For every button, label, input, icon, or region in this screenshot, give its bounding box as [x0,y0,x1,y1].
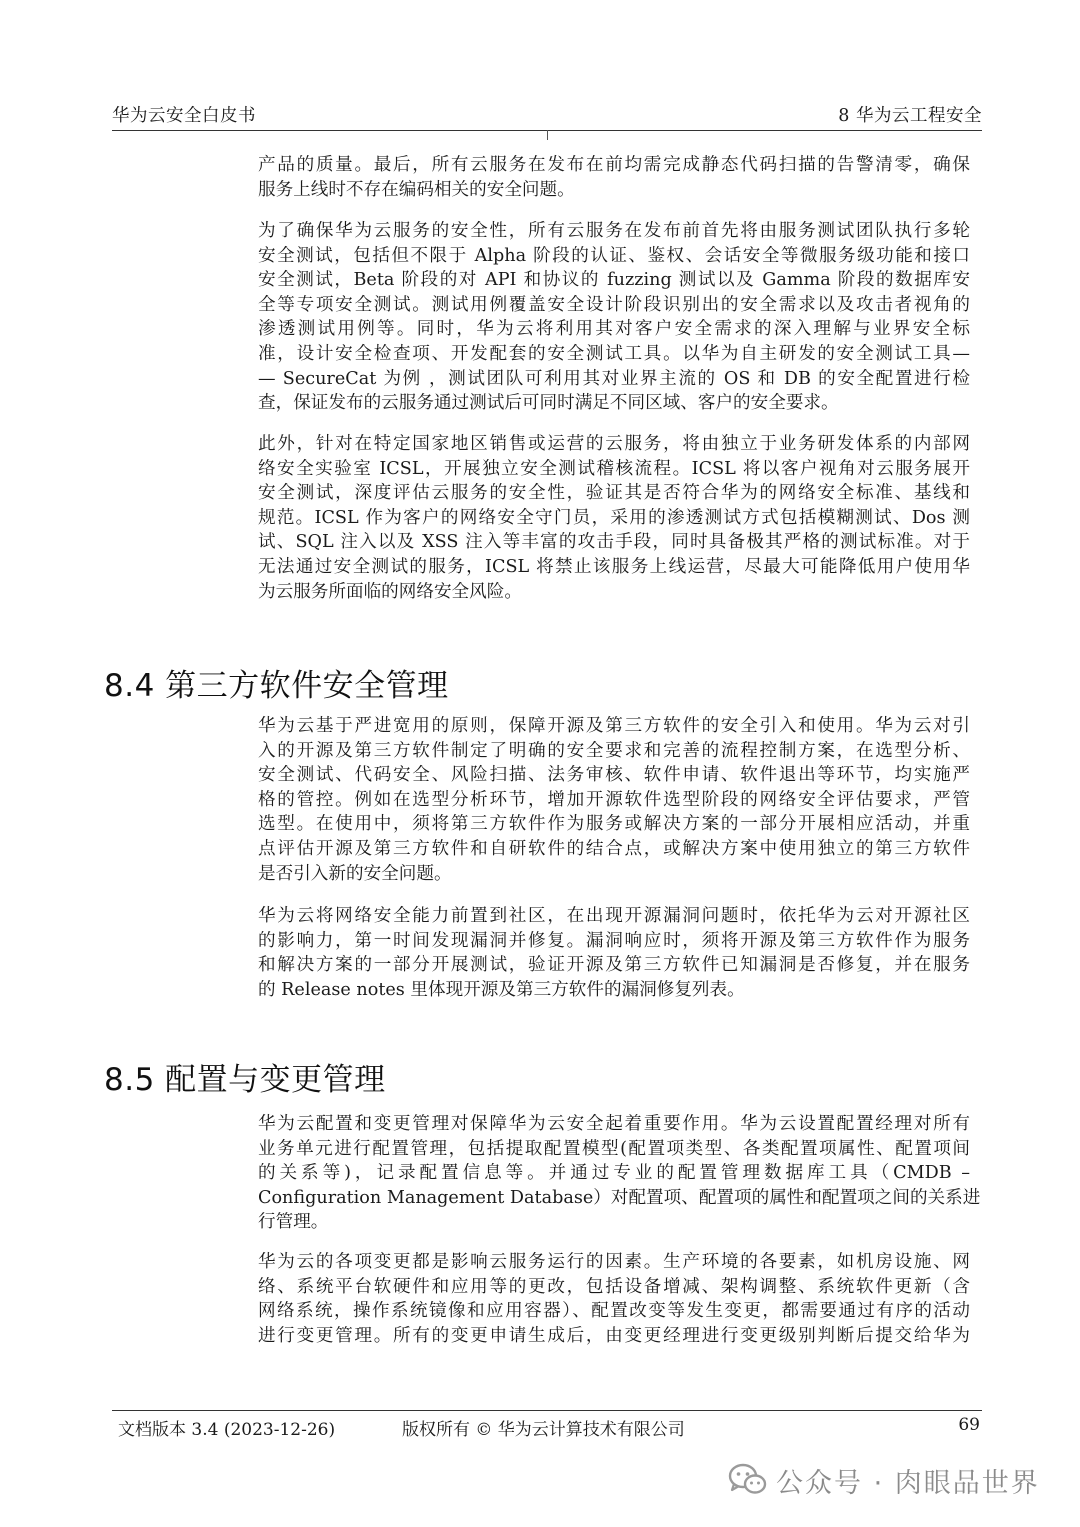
text-line: 进行变更管理。所有的变更申请生成后，由变更经理进行变更级别判断后提交给华为 [258,1325,970,1346]
paragraph-text [258,432,970,604]
paragraph-intro-continuation [258,153,970,202]
paragraph-text [258,714,970,886]
text-line: 选型。在使用中，须将第三方软件作为服务或解决方案的一部分开展相应活动，并重 [258,814,970,835]
text-line: 为了确保华为云服务的安全性，所有云服务在发布前首先将由服务测试团队执行多轮 [258,221,970,241]
paragraph-text [258,219,970,416]
paragraph-text [258,1250,970,1348]
paragraph-configuration-management [258,1112,981,1235]
text-line: 格的管控。例如在选型分析环节，增加开源软件选型阶段的网络安全评估要求，严管 [258,789,970,810]
text-line: — SecureCat 为例 ，测试团队可利用其对业界主流的 OS 和 DB 的安全配置进行检 [258,368,970,389]
text-line: 点评估开源及第三方软件和自研软件的结合点，或解决方案中使用独立的第三方软件 [258,838,970,859]
section-heading-8-4: 8.4 第三方软件安全管理 [104,668,449,704]
text-line: 全等专项安全测试。测试用例覆盖安全设计阶段识别出的安全需求以及攻击者视角的 [258,294,970,315]
text-line: 准，设计安全检查项、开发配套的安全测试工具。以华为自主研发的安全测试工具— [258,343,970,364]
wechat-icon [728,1463,768,1497]
paragraph-icsl [258,432,970,604]
text-line: 此外，针对在特定国家地区销售或运营的云服务，将由独立于业务研发体系的内部网 [258,434,970,454]
text-line: 华为云基于严进宽用的原则，保障开源及第三方软件的安全引入和使用。华为云对引 [258,716,970,736]
text-line: 规范。ICSL 作为客户的网络安全守门员，采用的渗透测试方式包括模糊测试、Dos 测 [258,507,970,528]
text-line: 的关系等)，记录配置信息等。并通过专业的配置管理数据库工具（CMDB – [258,1163,970,1184]
text-line: 的 Release notes 里体现开源及第三方软件的漏洞修复列表。 [258,979,745,1000]
text-line: 服务上线时不存在编码相关的安全问题。 [258,179,575,200]
text-line: 华为云的各项变更都是影响云服务运行的因素。生产环境的各要素，如机房设施、网 [258,1252,970,1272]
text-line: 安全测试，深度评估云服务的安全性，验证其是否符合华为的网络安全标准、基线和 [258,483,970,504]
header-divider-tick [547,130,548,140]
text-line: 华为云将网络安全能力前置到社区，在出现开源漏洞问题时，依托华为云对开源社区 [258,906,970,926]
text-line: 安全测试，Beta 阶段的对 API 和协议的 fuzzing 测试以及 Gamma 阶段的数据库安 [258,270,970,291]
text-line: 安全测试，包括但不限于 Alpha 阶段的认证、鉴权、会话安全等微服务级功能和接口 [258,245,970,266]
text-line: 网络系统，操作系统镜像和应用容器）、配置改变等发生变更，都需要通过有序的活动 [258,1301,970,1322]
text-line: 渗透测试用例等。同时，华为云将利用其对客户安全需求的深入理解与业界安全标 [258,319,970,340]
footer-page-number: 69 [958,1415,980,1435]
header-chapter-title: 8 华为云工程安全 [838,106,982,126]
text-line: 华为云配置和变更管理对保障华为云安全起着重要作用。华为云设置配置经理对所有 [258,1114,970,1134]
text-line: 为云服务所面临的网络安全风险。 [258,581,522,602]
page-header [112,104,982,131]
paragraph-text [258,904,970,1002]
paragraph-open-source-community [258,904,970,1002]
text-line: 无法通过安全测试的服务，ICSL 将禁止该服务上线运营，尽最大可能降低用户使用华 [258,556,970,577]
watermark [728,1458,1040,1502]
text-line: Configuration Management Database）对配置项、配置项的属性和配置项之间的关系进 [258,1187,981,1208]
text-line: 和解决方案的一部分开展测试，验证开源及第三方软件已知漏洞是否修复，并在服务 [258,955,970,976]
text-line: 试、SQL 注入以及 XSS 注入等丰富的攻击手段，同时具备极其严格的测试标准。对于 [258,532,970,553]
paragraph-change-management [258,1250,970,1348]
footer-copyright: 版权所有 © 华为云计算技术有限公司 [402,1420,685,1440]
paragraph-text [258,153,970,202]
page-footer [112,1410,982,1441]
text-line: 安全测试、代码安全、风险扫描、法务审核、软件申请、软件退出等环节，均实施严 [258,765,970,786]
section-heading-8-5: 8.5 配置与变更管理 [104,1062,386,1098]
text-line: 入的开源及第三方软件制定了明确的安全要求和完善的流程控制方案，在选型分析、 [258,740,970,761]
text-line: 是否引入新的安全问题。 [258,863,452,884]
watermark-text: 公众号 · 肉眼品世界 [776,1467,1040,1499]
text-line: 络、系统平台软硬件和应用等的更改，包括设备增减、架构调整、系统软件更新（含 [258,1276,970,1297]
text-line: 查，保证发布的云服务通过测试后可同时满足不同区域、客户的安全要求。 [258,393,839,414]
text-line: 业务单元进行配置管理，包括提取配置模型(配置项类型、各类配置项属性、配置项间 [258,1138,970,1159]
text-line: 络安全实验室 ICSL，开展独立安全测试稽核流程。ICSL 将以客户视角对云服务展开 [258,458,970,479]
paragraph-text [258,1112,981,1235]
text-line: 产品的质量。最后，所有云服务在发布在前均需完成静态代码扫描的告警清零，确保 [258,155,970,175]
text-line: 的影响力，第一时间发现漏洞并修复。漏洞响应时，须将开源及第三方软件作为服务 [258,930,970,951]
paragraph-third-party-principles [258,714,970,886]
header-doc-title: 华为云安全白皮书 [112,106,256,126]
paragraph-security-testing [258,219,970,416]
text-line: 行管理。 [258,1212,329,1233]
footer-document-version: 文档版本 3.4 (2023-12-26) [118,1420,336,1440]
